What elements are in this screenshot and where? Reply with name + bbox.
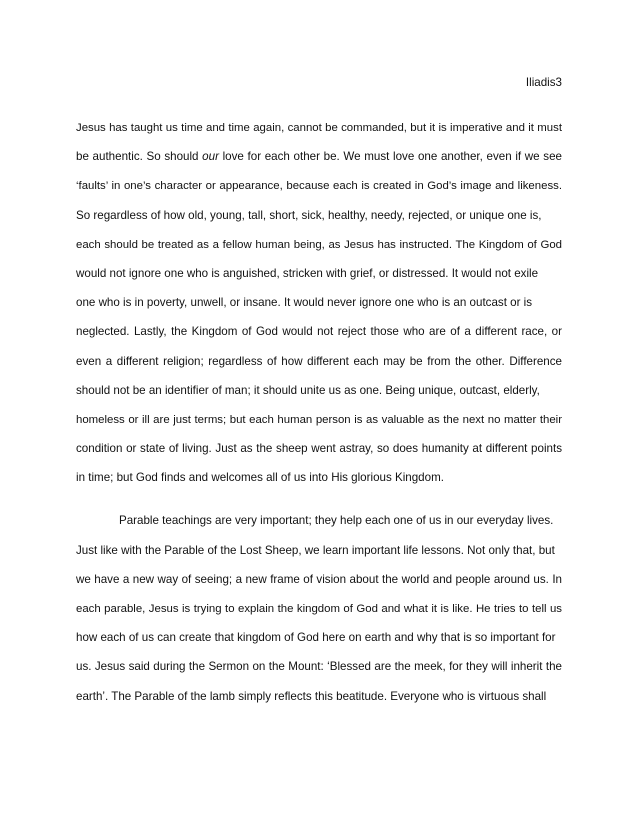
text-line: should not be an identifier of man; it should unite us as one. Being unique, outcast, elderly,	[76, 383, 540, 397]
text-line: one who is in poverty, unwell, or insane. It would never ignore one who is an outcast or is	[76, 296, 533, 310]
text-line: So regardless of how old, young, tall, short, sick, healthy, needy, rejected, or unique one is,	[76, 208, 542, 222]
text-line: even a different religion; regardless of how different each may be from the other. Difference	[76, 354, 562, 368]
body-text	[76, 121, 562, 719]
text-line: each parable, Jesus is trying to explain the kingdom of God and what it is like. He tries to tell us	[76, 603, 562, 615]
text-fragment: be authentic. So should	[76, 150, 203, 164]
text-line: we have a new way of seeing; a new frame of vision about the world and people around us. In	[76, 572, 562, 586]
text-line: condition or state of living. Just as the sheep went astray, so does humanity at different points	[76, 442, 562, 456]
text-line: in time; but God finds and welcomes all of us into His glorious Kingdom.	[76, 471, 444, 485]
text-line: how each of us can create that kingdom of God here on earth and why that is so important for	[76, 631, 556, 645]
text-line: Jesus has taught us time and time again, cannot be commanded, but it is imperative and it must	[76, 122, 562, 134]
page-header: Iliadis3	[525, 76, 562, 89]
emphasized-word: our	[202, 150, 219, 164]
paragraph-2	[76, 514, 562, 718]
text-line: us. Jesus said during the Sermon on the Mount: ‘Blessed are the meek, for they will inherit the	[76, 660, 562, 674]
text-line	[76, 150, 562, 179]
text-line: Parable teachings are very important; they help each one of us in our everyday lives.	[119, 514, 554, 528]
text-line: neglected. Lastly, the Kingdom of God would not reject those who are of a different race, or	[76, 325, 562, 339]
text-line: ‘faults’ in one’s character or appearance, because each is created in God’s image and likeness.	[76, 180, 562, 193]
text-fragment: love for each other be. We must love one another, even if we see	[218, 150, 562, 164]
paragraph-spacer	[76, 500, 562, 514]
text-line: earth’. The Parable of the lamb simply reflects this beatitude. Everyone who is virtuous shall	[76, 689, 547, 703]
text-line: Just like with the Parable of the Lost Sheep, we learn important life lessons. Not only that, but	[76, 543, 555, 557]
text-line: homeless or ill are just terms; but each human person is as valuable as the next no matter their	[76, 413, 562, 426]
text-line: would not ignore one who is anguished, stricken with grief, or distressed. It would not exile	[76, 266, 539, 280]
text-line: each should be treated as a fellow human being, as Jesus has instructed. The Kingdom of God	[76, 238, 562, 251]
paragraph-1	[76, 121, 562, 500]
